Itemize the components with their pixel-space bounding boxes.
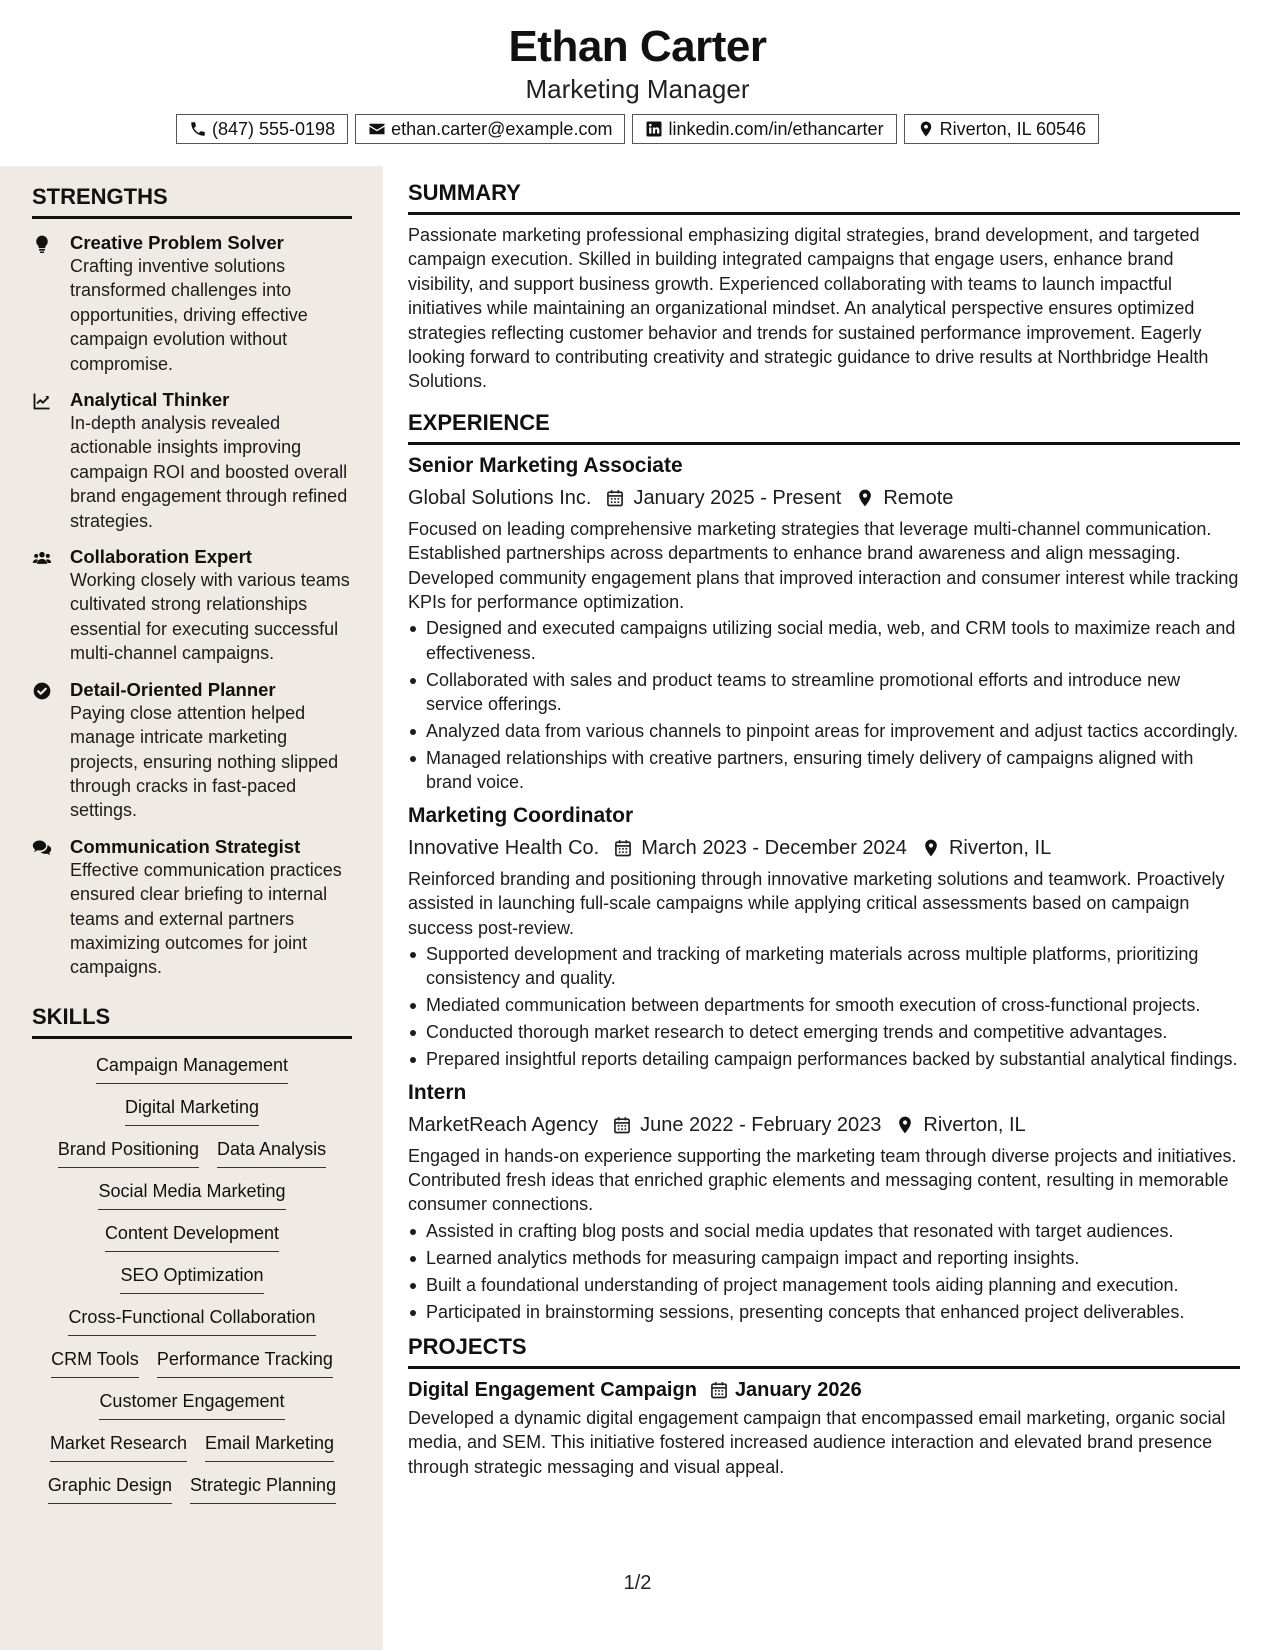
page-number: 1/2 [623, 1572, 652, 1594]
skill-tag: Data Analysis [217, 1137, 326, 1168]
skill-tag: Brand Positioning [58, 1137, 199, 1168]
strength-desc: In-depth analysis revealed actionable insights improving campaign ROI and boosted overall brand engagement through refined strategies. [70, 413, 348, 531]
strength-desc: Crafting inventive solutions transformed challenges into opportunities, driving effective campaign evolution without compromise. [70, 256, 308, 374]
job-company: Global Solutions Inc. [408, 486, 592, 509]
job-entry [408, 803, 1240, 1072]
skills-row [32, 1431, 352, 1462]
project-header [408, 1379, 1240, 1402]
strength-title: Communication Strategist [70, 835, 301, 857]
job-description: Reinforced branding and positioning through innovative marketing solutions and teamwork. Proactively assisted in launching full-scale campaigns while applying critical assessments based on campaign success post-review. [408, 868, 1225, 938]
job-entry [408, 453, 1240, 795]
job-bullets [408, 616, 1240, 794]
job-bullet: Designed and executed campaigns utilizing social media, web, and CRM tools to maximize reach and effectiveness. [408, 616, 1240, 665]
strength-item [32, 678, 352, 823]
skills-row [32, 1179, 352, 1210]
job-bullet: Collaborated with sales and product teams to streamline promotional efforts and introduce new service offerings. [408, 668, 1240, 717]
check-circle-icon [32, 678, 70, 823]
job-bullet: Mediated communication between departments for smooth execution of cross-functional projects. [408, 993, 1240, 1017]
job-bullet: Supported development and tracking of marketing materials across multiple platforms, prioritizing consistency and quality. [408, 942, 1240, 991]
skill-tag: Strategic Planning [190, 1473, 336, 1504]
skill-tag: Content Development [105, 1221, 279, 1252]
resume-header [0, 0, 1275, 166]
job-title: Marketing Coordinator [408, 803, 634, 827]
strength-item [32, 545, 352, 666]
job-location: Riverton, IL [923, 1113, 1026, 1136]
job-dates: January 2025 - Present [633, 486, 842, 509]
job-location: Riverton, IL [948, 836, 1052, 859]
contact-linkedin[interactable] [632, 114, 896, 144]
job-meta [408, 485, 1240, 511]
linkedin-icon [645, 120, 663, 138]
location-text: Riverton, IL 60546 [939, 118, 1087, 139]
job-dates: March 2023 - December 2024 [641, 836, 907, 859]
skill-tag: Email Marketing [205, 1431, 334, 1462]
strength-desc: Effective communication practices ensured clear briefing to internal teams and external partners maximizing outcomes for joint campaigns. [70, 859, 342, 978]
skill-tag: Social Media Marketing [98, 1179, 285, 1210]
job-entry [408, 1080, 1240, 1324]
strength-item [32, 231, 352, 376]
skill-tag: Graphic Design [48, 1473, 172, 1504]
experience-title: EXPERIENCE [408, 410, 1240, 445]
job-description: Focused on leading comprehensive marketing strategies that leverage multi-channel communication. Established partnerships across departments to enhance brand awareness and align messaging. Developed community engagement plans that improved interaction and consumer interest while tracking KPIs for performance optimization. [408, 518, 1239, 613]
skills-row [32, 1263, 352, 1294]
job-location: Remote [883, 486, 954, 509]
skill-tag: Customer Engagement [99, 1389, 284, 1420]
skill-tag: Digital Marketing [125, 1095, 259, 1126]
project-title: Digital Engagement Campaign [408, 1378, 697, 1401]
map-marker-icon [907, 838, 949, 858]
contact-bar [0, 114, 1275, 144]
email-text: ethan.carter@example.com [391, 118, 613, 139]
skills-row [32, 1347, 352, 1378]
job-company: MarketReach Agency [408, 1113, 599, 1136]
job-company: Innovative Health Co. [408, 836, 600, 859]
linkedin-text: linkedin.com/in/ethancarter [668, 118, 884, 139]
users-icon [32, 545, 70, 666]
calendar-icon [599, 838, 641, 858]
job-bullet: Assisted in crafting blog posts and social media updates that resonated with target audiences. [408, 1219, 1240, 1243]
phone-icon [189, 120, 207, 138]
strength-title: Analytical Thinker [70, 389, 230, 411]
skill-tag: Campaign Management [96, 1053, 288, 1084]
strength-title: Detail-Oriented Planner [70, 678, 276, 700]
comments-icon [32, 835, 70, 980]
calendar-icon [598, 1115, 640, 1135]
job-bullet: Conducted thorough market research to detect emerging trends and competitive advantages. [408, 1020, 1240, 1044]
project-description: Developed a dynamic digital engagement campaign that encompassed email marketing, organic social media, and SEM. This initiative fostered increased audience interaction and elevated brand presence through strategic messaging and visual appeal. [408, 1407, 1226, 1477]
summary-title: SUMMARY [408, 180, 1240, 215]
skill-tag: Performance Tracking [157, 1347, 333, 1378]
skills-row [32, 1389, 352, 1420]
skills-row [32, 1137, 352, 1168]
chart-line-icon [32, 388, 70, 533]
job-bullet: Managed relationships with creative partners, ensuring timely delivery of campaigns aligned with brand voice. [408, 746, 1240, 795]
summary-section [408, 180, 1240, 394]
projects-section [408, 1334, 1240, 1479]
job-dates: June 2022 - February 2023 [640, 1113, 882, 1136]
calendar-icon [591, 488, 633, 508]
contact-email[interactable] [355, 114, 625, 144]
strength-desc: Paying close attention helped manage intricate marketing projects, ensuring nothing slipped through cracks in fast-paced settings. [70, 702, 339, 821]
main-content [408, 180, 1240, 1495]
job-title: Senior Marketing Associate [408, 453, 683, 477]
projects-title: PROJECTS [408, 1334, 1240, 1369]
skills-list [32, 1053, 352, 1504]
skill-tag: CRM Tools [51, 1347, 139, 1378]
job-bullet: Analyzed data from various channels to pinpoint areas for improvement and adjust tactics accordingly. [408, 719, 1240, 743]
skills-row [32, 1095, 352, 1126]
calendar-icon [697, 1380, 735, 1400]
map-marker-icon [881, 1115, 923, 1135]
skill-tag: Cross-Functional Collaboration [68, 1305, 315, 1336]
skills-row [32, 1473, 352, 1504]
strength-item [32, 835, 352, 980]
skills-title: SKILLS [32, 1004, 352, 1039]
map-marker-icon [841, 488, 883, 508]
lightbulb-icon [32, 231, 70, 376]
experience-section [408, 410, 1240, 1324]
job-title: Intern [408, 1080, 467, 1104]
skills-row [32, 1221, 352, 1252]
skill-tag: Market Research [50, 1431, 187, 1462]
job-meta [408, 835, 1240, 861]
job-bullet: Prepared insightful reports detailing campaign performances backed by substantial analytical findings. [408, 1047, 1240, 1071]
contact-phone[interactable] [176, 114, 348, 144]
strength-title: Collaboration Expert [70, 546, 252, 568]
job-bullets [408, 1219, 1240, 1324]
job-description: Engaged in hands-on experience supporting the marketing team through diverse projects and initiatives. Contributed fresh ideas that enriched graphic elements and messaging content, resulting in memorable consumer connections. [408, 1145, 1237, 1215]
job-bullet: Learned analytics methods for measuring campaign impact and reporting insights. [408, 1246, 1240, 1270]
skills-row [32, 1053, 352, 1084]
job-bullet: Participated in brainstorming sessions, presenting concepts that enhanced project deliverables. [408, 1300, 1240, 1324]
job-meta [408, 1112, 1240, 1138]
summary-text: Passionate marketing professional emphasizing digital strategies, brand development, and targeted campaign execution. Skilled in building integrated campaigns that engage users, enhance brand visibility, and support business growth. Experienced collaborating with teams to launch impactful initiatives while maintaining an organizational mindset. An analytical perspective ensures optimized strategies reflecting customer behavior and trends for sustained performance improvement. Eagerly looking forward to contributing creativity and strategic guidance to drive results at Northbridge Health Solutions. [408, 225, 1209, 392]
skill-tag: SEO Optimization [120, 1263, 263, 1294]
strength-item [32, 388, 352, 533]
project-entry [408, 1379, 1240, 1479]
job-bullet: Built a foundational understanding of project management tools aiding planning and execution. [408, 1273, 1240, 1297]
strength-title: Creative Problem Solver [70, 232, 284, 253]
candidate-name: Ethan Carter [508, 22, 767, 71]
job-bullets [408, 942, 1240, 1072]
skills-row [32, 1305, 352, 1336]
strengths-title: STRENGTHS [32, 184, 352, 219]
sidebar [0, 166, 383, 1650]
phone-text: (847) 555-0198 [211, 118, 336, 139]
strength-desc: Working closely with various teams cultivated strong relationships essential for executing successful multi-channel campaigns. [70, 570, 350, 664]
envelope-icon [368, 120, 386, 138]
project-date: January 2026 [734, 1378, 862, 1401]
contact-location[interactable] [904, 114, 1099, 144]
map-marker-icon [917, 120, 935, 138]
candidate-role: Marketing Manager [525, 74, 750, 104]
